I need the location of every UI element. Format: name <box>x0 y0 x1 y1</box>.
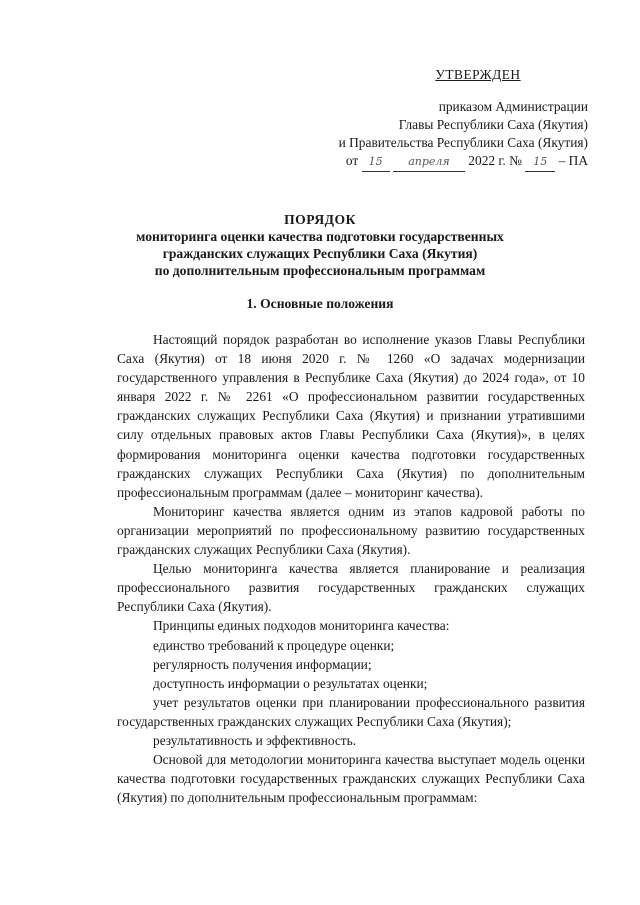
order-number: 15 <box>525 153 555 172</box>
approval-stamp <box>248 66 588 172</box>
paragraph: Мониторинг качества является одним из этапов кадровой работы по организации мероприятий по профессиональному развитию государственных гражданских служащих Республики Саха (Якутия). <box>117 503 585 558</box>
paragraph: Настоящий порядок разработан во исполнение указов Главы Республики Саха (Якутия) от 18 июня 2020 г. № 1260 «О задачах модернизации государственного управления в Республике Саха (Якутия) до 2024 года», от 10 января 2022 г. № 2261 «О профессиональном развитии государственных гражданских служащих Республики Саха (Якутия) и признании утратившими силу отдельных правовых актов Главы Республики Саха (Якутия)», в целях формирования мониторинга оценки качества подготовки государственных гражданских служащих Республики Саха (Якутия) по дополнительным профессиональным программам (далее – мониторинг качества). <box>117 332 585 500</box>
list-item: единство требований к процедуре оценки; <box>153 637 395 653</box>
date-day: 15 <box>362 153 390 172</box>
paragraph: Принципы единых подходов мониторинга качества: <box>153 618 450 634</box>
heading-line-3: по дополнительным профессиональным программам <box>154 263 486 278</box>
list-item: учет результатов оценки при планировании профессионального развития государственных гражданских служащих Республики Саха (Якутия); <box>117 694 585 729</box>
heading-title: ПОРЯДОК <box>284 212 356 227</box>
approval-line-1: приказом Администрации <box>438 99 588 114</box>
order-number-suffix: – ПА <box>558 153 588 168</box>
list-item: регулярность получения информации; <box>153 656 372 672</box>
date-prefix: от <box>345 153 359 168</box>
heading-line-2: гражданских служащих Республики Саха (Якутия) <box>162 246 478 261</box>
list-item: доступность информации о результатах оценки; <box>153 675 428 691</box>
paragraph: Целью мониторинга качества является планирование и реализация профессионального развития государственных гражданских служащих Республики Саха (Якутия). <box>117 561 585 615</box>
date-month: апреля <box>393 153 465 172</box>
document-body <box>117 330 585 807</box>
document-heading <box>60 211 580 279</box>
approval-line-3: и Правительства Республики Саха (Якутия) <box>338 135 588 150</box>
approval-line-2: Главы Республики Саха (Якутия) <box>398 117 588 132</box>
paragraph: Основой для методологии мониторинга качества выступает модель оценки качества подготовки государственных гражданских служащих Республики Саха (Якутия) по дополнительным профессиональным программам: <box>117 752 585 806</box>
date-year: 2022 г. № <box>468 153 522 168</box>
section-title: 1. Основные положения <box>246 296 394 311</box>
approval-title: УТВЕРЖДЕН <box>435 67 521 82</box>
list-item: результативность и эффективность. <box>153 732 357 748</box>
approval-date-line <box>248 152 588 172</box>
heading-line-1: мониторинга оценки качества подготовки государственных <box>136 229 504 244</box>
